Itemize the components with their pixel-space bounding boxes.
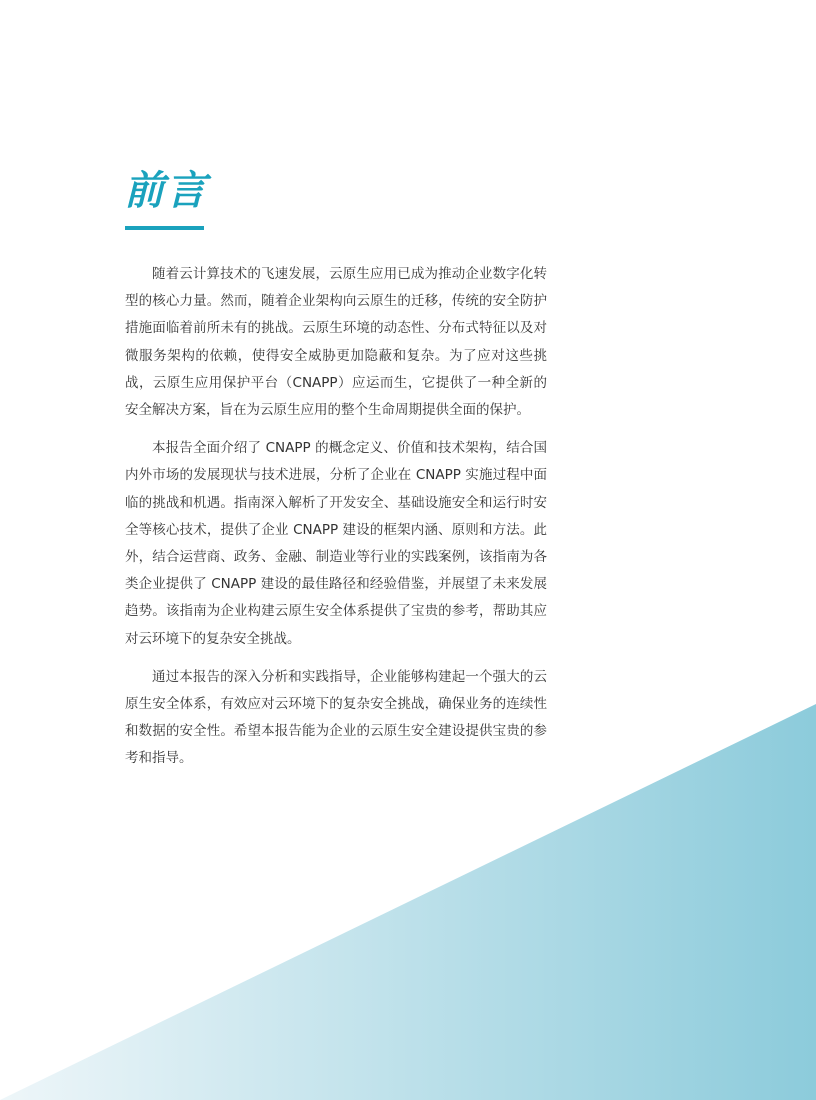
body-text <box>125 261 547 784</box>
paragraph-2: 本报告全面介绍了 CNAPP 的概念定义、价值和技术架构，结合国内外市场的发展现状与技术进展，分析了企业在 CNAPP 实施过程中面临的挑战和机遇。指南深入解析了开发安全、基础设施安全和运行时安全等核心技术，提供了企业 CNAPP 建设的框架内涵、原则和方法。此外，结合运营商、政务、金融、制造业等行业的实践案例，该指南为各类企业提供了 CNAPP 建设的最佳路径和经验借鉴，并展望了未来发展趋势。该指南为企业构建云原生安全体系提供了宝贵的参考，帮助其应对云环境下的复杂安全挑战。 <box>125 440 547 647</box>
paragraph-1: 随着云计算技术的飞速发展，云原生应用已成为推动企业数字化转型的核心力量。然而，随着企业架构向云原生的迁移，传统的安全防护措施面临着前所未有的挑战。云原生环境的动态性、分布式特征以及对微服务架构的依赖，使得安全威胁更加隐蔽和复杂。为了应对这些挑战，云原生应用保护平台（CNAPP）应运而生，它提供了一种全新的安全解决方案，旨在为云原生应用的整个生命周期提供全面的保护。 <box>125 266 547 419</box>
page-title: 前言 <box>124 168 208 214</box>
paragraph-3: 通过本报告的深入分析和实践指导，企业能够构建起一个强大的云原生安全体系，有效应对云环境下的复杂安全挑战，确保业务的连续性和数据的安全性。希望本报告能为企业的云原生安全建设提供宝贵的参考和指导。 <box>125 668 547 767</box>
title-underline <box>125 226 204 230</box>
